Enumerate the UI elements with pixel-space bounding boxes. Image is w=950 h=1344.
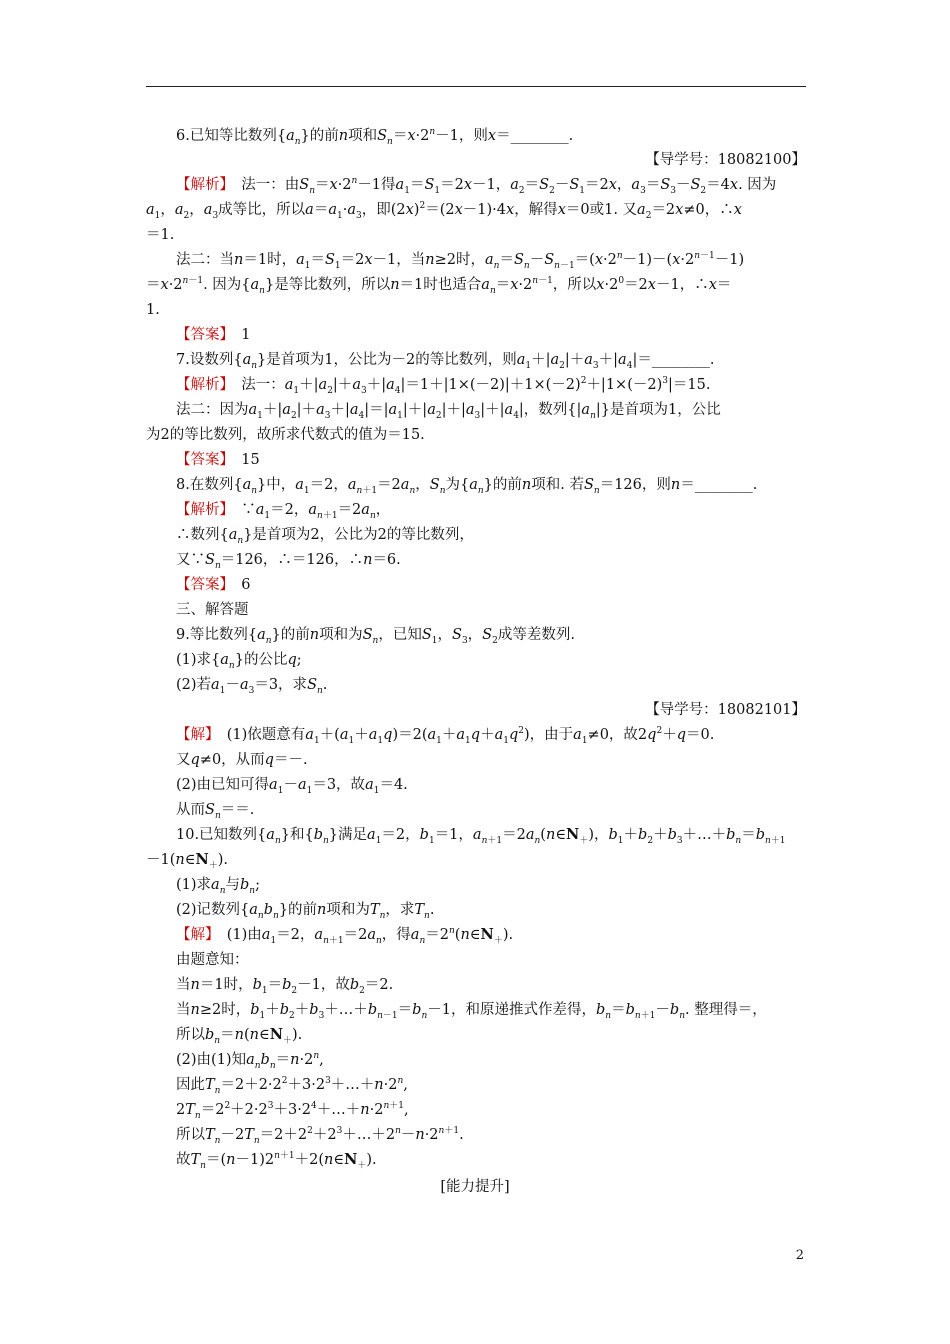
text-line-14: 【答案】 15 [176,452,260,468]
text-line-28: 从而$S_n==$. [176,802,255,821]
text-line-24: 【导学号：18082101】 [645,702,806,718]
text-line-20: 三、解答题 [176,602,249,618]
text-line-26: 又q≠0，从而q＝－. [176,752,308,768]
text-line-2: 【导学号：18082100】 [645,152,806,168]
text-line-33: 【解】 (1)由$a_1=2$，$a_{n+1}=2a_n$，得$a_n=2^n(n\in N_+)$. [176,926,514,946]
text-line-39: 因此$T_n=2+2\cdot 2^2+3\cdot 2^3+\dots+n\cdot 2^n$, [176,1076,408,1096]
text-line-8: 1. [146,302,160,318]
text-line-38: (2)由(1)知$a_nb_n=n\cdot 2^n$, [176,1051,324,1071]
text-line-3: 【解析】 法一：由$S_n=x\cdot 2^n-1$得$a_1=S_1=2x-1$，$a_2=S_2-S_1=2x$，$a_3=S_3-S_2=4x$. 因为 [176,176,777,196]
text-line-21: 9.等比数列$\{a_n\}$的前n项和为$S_n$，已知$S_1$，$S_3$，$S_2$成等差数列. [176,627,575,646]
text-line-15: 8.在数列$\{a_n\}$中，$a_1=2$，$a_{n+1}=2a_n$，$S_n$为$\{a_n\}$的前n项和. 若$S_n=126$，则n＝________. [176,477,758,496]
text-line-17: ∴数列$\{a_n\}$是首项为2，公比为2的等比数列， [176,527,474,546]
text-line-41: 所以$T_n-2T_n=2+2^2+2^3+\dots+2^n-n\cdot 2^{n+1}$. [176,1126,464,1146]
text-line-11: 【解析】 法一：$a_1+|a_2|+a_3+|a_4|=1+|1\times(-2)|+1\times(-2)^2+|1\times(-2)^3|=15$. [176,376,711,396]
text-line-13: 为2的等比数列，故所求代数式的值为＝15. [146,427,425,443]
text-line-5: ＝1. [146,227,175,243]
text-line-31: (1)求$a_n$与$b_n$; [176,877,260,896]
text-line-4: $a_1$，$a_2$，$a_3$成等比，所以$a=a_1\cdot a_3$，即$(2x)^2=(2x-1)\cdot 4x$，解得x＝0或1. 又$a_2=2x\ne 0$，∴x [146,201,742,221]
text-line-1: 6.已知等比数列$\{a_n\}$的前n项和$S_n=x\cdot 2^n-1$，则x＝________. [176,127,574,147]
text-line-43: [能力提升] [440,1179,510,1195]
text-line-35: 当n＝1时，$b_1=b_2-1$，故$b_2=2$. [176,977,394,996]
text-line-40: $2T_n=2^2+2\cdot 2^3+3\cdot 2^4+\dots+n\cdot 2^{n+1}$, [176,1101,409,1121]
text-line-34: 由题意知： [176,952,249,968]
text-line-6: 法二：当n＝1时，$a_1=S_1=2x-1$，当n≥2时，$a_n=S_n-S_{n-1}=(x\cdot 2^n-1)-(x\cdot 2^{n-1}-1)$ [176,251,745,271]
text-line-42: 故$T_n=(n-1)2^{n+1}+2(n\in N_+)$. [176,1151,377,1171]
text-line-7: $=x\cdot 2^{n-1}$. 因为$\{a_n\}$是等比数列，所以n＝1时也适合$a_n=x\cdot 2^{n-1}$，所以$x\cdot 2^0=2x-1$，∴x＝ [146,276,732,296]
text-line-9: 【答案】 1 [176,327,251,343]
text-line-23: (2)若$a_1-a_3=3$，求$S_n$. [176,677,328,696]
text-line-12: 法二：因为$a_1+|a_2|+a_3+|a_4|=|a_1|+|a_2|+|a_3|+|a_4|$，数列$\{|a_n|\}$是首项为1，公比 [176,402,721,421]
text-line-10: 7.设数列$\{a_n\}$是首项为1，公比为－2的等比数列，则$a_1+|a_2|+a_3+|a_4|=\_\_\_\_\_\_\_\_$. [176,352,715,371]
text-line-36: 当n≥2时，$b_1+b_2+b_3+\dots+b_{n-1}=b_n-1$，和原递推式作差得，$b_n=b_{n+1}-b_n$. 整理得＝， [176,1002,767,1021]
page-number: 2 [795,1248,804,1263]
header-rule [146,86,806,87]
text-line-30: $-1(n\in N_+)$. [146,851,229,871]
text-line-27: (2)由已知可得$a_1-a_1=3$，故$a_1=4$. [176,777,408,796]
text-line-18: 又$\because S_n=126$，∴＝126，∴n＝6. [176,552,401,571]
text-line-37: 所以$b_n=n(n\in N_+)$. [176,1026,303,1046]
text-line-22: (1)求$\{a_n\}$的公比q; [176,652,302,671]
text-line-32: (2)记数列$\{a_nb_n\}$的前n项和为$T_n$，求$T_n$. [176,902,435,921]
text-line-19: 【答案】 6 [176,577,251,593]
text-line-29: 10.已知数列$\{a_n\}$和$\{b_n\}$满足$a_1=2$，$b_1=1$，$a_{n+1}=2a_n(n\in N_+)$，$b_1+b_2+b_3+\dots+b_n=b_{n+1}$ [176,826,786,846]
text-line-16: 【解析】 $\because a_1=2$，$a_{n+1}=2a_n$， [176,502,391,521]
text-line-25: 【解】 (1)依题意有$a_1+(a_1+a_1q)=2(a_1+a_1q+a_1q^2)$，由于$a_1\ne 0$，故$2q^2+q=0$. [176,726,715,746]
